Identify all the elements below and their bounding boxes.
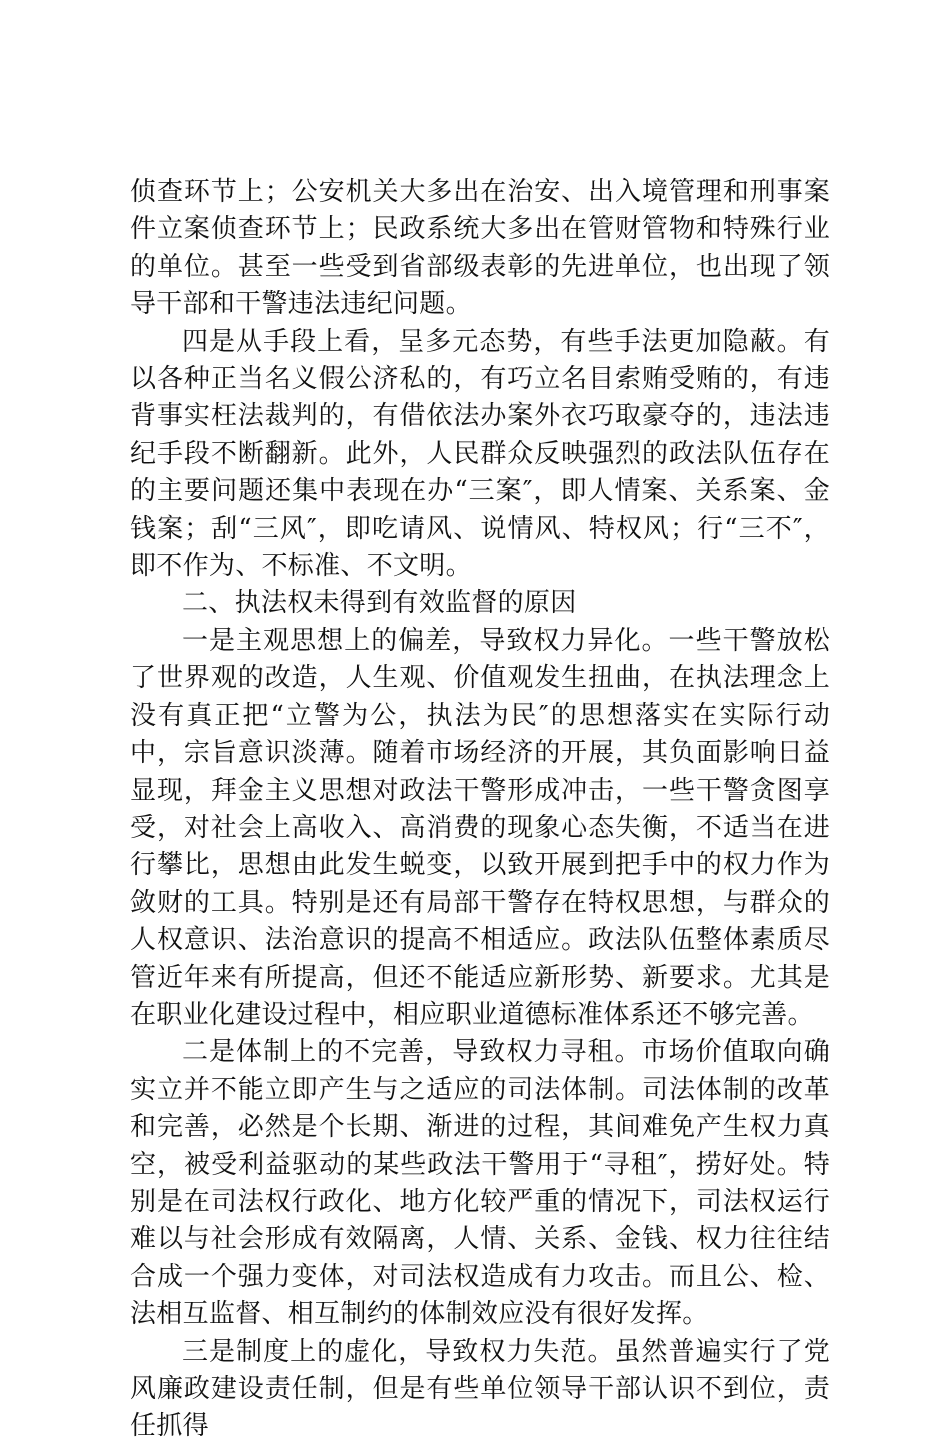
paragraph-continuation: 侦查环节上；公安机关大多出在治安、出入境管理和刑事案件立案侦查环节上；民政系统大多出在管财管物和特殊行业的单位。甚至一些受到省部级表彰的先进单位，也出现了领导干部和干警违法违纪问题。: [130, 177, 830, 320]
paragraph-ideology: 一是主观思想上的偏差，导致权力异化。一些干警放松了世界观的改造，人生观、价值观发生扭曲，在执法理念上没有真正把“立警为公，执法为民″的思想落实在实际行动中，宗旨意识淡薄。随着市场经济的开展，其负面影响日益显现，拜金主义思想对政法干警形成冲击，一些干警贪图享受，对社会上高收入、高消费的现象心态失衡，不适当在进行攀比，思想由此发生蜕变，以致开展到把手中的权力作为敛财的工具。特别是还有局部干警存在特权思想，与群众的人权意识、法治意识的提高不相适应。政法队伍整体素质尽管近年来有所提高，但还不能适应新形势、新要求。尤其是在职业化建设过程中，相应职业道德标准体系还不够完善。: [130, 625, 830, 1030]
paragraph-means: 四是从手段上看，呈多元态势，有些手法更加隐蔽。有以各种正当名义假公济私的，有巧立名目索贿受贿的，有违背事实枉法裁判的，有借依法办案外衣巧取豪夺的，违法违纪手段不断翻新。此外，人民群众反映强烈的政法队伍存在的主要问题还集中表现在办“三案″，即人情案、关系案、金钱案；刮“三风″，即吃请风、说情风、特权风；行“三不″，即不作为、不标准、不文明。: [130, 326, 830, 582]
section-heading-causes: 二、执法权未得到有效监督的原因: [182, 588, 577, 619]
paragraph-institution: 三是制度上的虚化，导致权力失范。虽然普遍实行了党风廉政建设责任制，但是有些单位领导干部认识不到位，责任抓得: [130, 1336, 830, 1442]
paragraph-system: 二是体制上的不完善，导致权力寻租。市场价值取向确实立并不能立即产生与之适应的司法体制。司法体制的改革和完善，必然是个长期、渐进的过程，其间难免产生权力真空，被受利益驱动的某些政法干警用于“寻租″，捞好处。特别是在司法权行政化、地方化较严重的情况下，司法权运行难以与社会形成有效隔离，人情、关系、金钱、权力往往结合成一个强力变体，对司法权造成有力攻击。而且公、检、法相互监督、相互制约的体制效应没有很好发挥。: [130, 1037, 830, 1330]
document-body: [130, 174, 830, 1446]
